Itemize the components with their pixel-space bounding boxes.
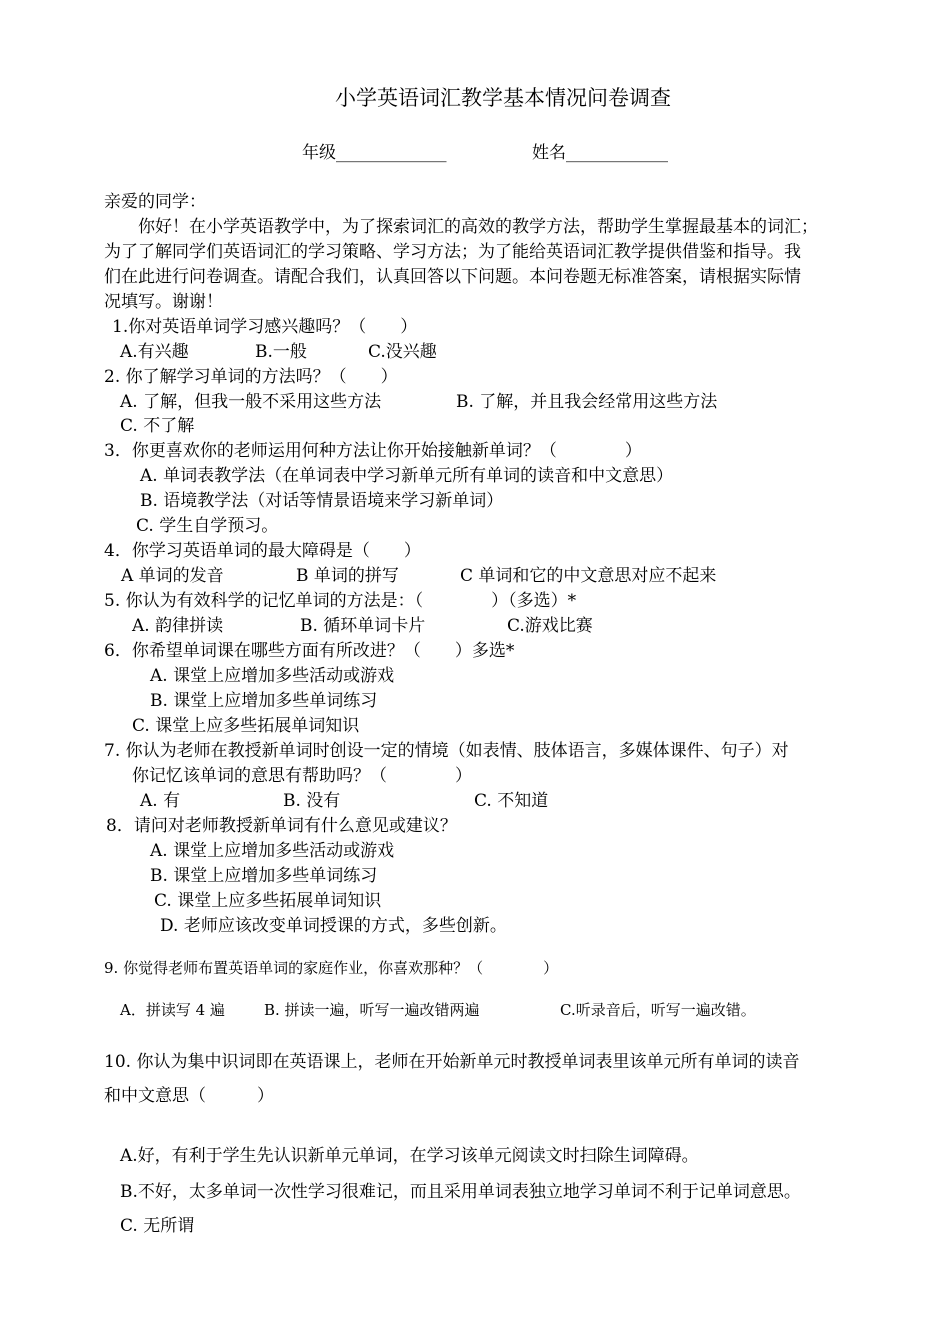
intro-line: 你好！在小学英语教学中，为了探索词汇的高效的教学方法，帮助学生掌握最基本的词汇； xyxy=(138,217,818,237)
page-title: 小学英语词汇教学基本情况问卷调查 xyxy=(335,86,671,110)
q5-option-b: B. 循环单词卡片 xyxy=(300,616,426,636)
q4-option-a: A 单词的发音 xyxy=(121,566,224,586)
q7-option-a: A. 有 xyxy=(140,791,181,811)
q2-option-c: C. 不了解 xyxy=(120,416,195,436)
name-label: 姓名 xyxy=(532,143,566,163)
q9-option-a: A．拼读写 4 遍 xyxy=(120,1001,225,1019)
q6-option-c: C. 课堂上应多些拓展单词知识 xyxy=(132,716,360,736)
q4-option-b: B 单词的拼写 xyxy=(296,566,399,586)
q5-option-a: A. 韵律拼读 xyxy=(132,616,224,636)
question-8: 8．请问对老师教授新单词有什么意见或建议？ xyxy=(106,816,457,836)
question-10: 10. 你认为集中识词即在英语课上，老师在开始新单元时教授单词表里该单元所有单词的读音 xyxy=(104,1052,800,1072)
q9-option-c: C.听录音后，听写一遍改错。 xyxy=(560,1001,756,1019)
q6-option-a: A. 课堂上应增加多些活动或游戏 xyxy=(150,666,395,686)
q9-option-b: B. 拼读一遍，听写一遍改错两遍 xyxy=(264,1001,480,1019)
question-3: 3．你更喜欢你的老师运用何种方法让你开始接触新单词？（ ） xyxy=(104,441,642,461)
q3-option-a: A. 单词表教学法（在单词表中学习新单元所有单词的读音和中文意思） xyxy=(140,466,674,486)
question-7-cont: 你记忆该单词的意思有帮助吗？（ ） xyxy=(132,766,472,786)
q10-option-a: A.好，有利于学生先认识新单元单词，在学习该单元阅读文时扫除生词障碍。 xyxy=(120,1146,699,1166)
question-4: 4．你学习英语单词的最大障碍是（ ） xyxy=(104,541,421,561)
q8-option-a: A. 课堂上应增加多些活动或游戏 xyxy=(150,841,395,861)
q3-option-b: B. 语境教学法（对话等情景语境来学习新单词） xyxy=(140,491,504,511)
intro-line: 况填写。谢谢！ xyxy=(104,292,223,312)
q7-option-b: B. 没有 xyxy=(283,791,341,811)
q2-option-b: B. 了解，并且我会经常用这些方法 xyxy=(456,392,718,412)
q5-option-c: C.游戏比赛 xyxy=(507,616,593,636)
question-6: 6．你希望单词课在哪些方面有所改进？（ ）多选* xyxy=(104,641,515,661)
q8-option-c: C. 课堂上应多些拓展单词知识 xyxy=(154,891,382,911)
intro-line: 们在此进行问卷调查。请配合我们，认真回答以下问题。本问卷题无标准答案，请根据实际情 xyxy=(104,267,801,287)
q7-option-c: C. 不知道 xyxy=(474,791,549,811)
q1-option-b: B.一般 xyxy=(255,342,307,362)
intro-line: 为了了解同学们英语词汇的学习策略、学习方法；为了能给英语词汇教学提供借鉴和指导。我 xyxy=(104,242,801,262)
q4-option-c: C 单词和它的中文意思对应不起来 xyxy=(460,566,717,586)
question-10-cont: 和中文意思（ ） xyxy=(104,1086,274,1106)
q1-option-c: C.没兴趣 xyxy=(368,342,437,362)
q8-option-d: D. 老师应该改变单词授课的方式，多些创新。 xyxy=(160,916,507,936)
q2-option-a: A. 了解，但我一般不采用这些方法 xyxy=(120,392,382,412)
grade-blank: _____________ xyxy=(336,143,447,163)
question-7: 7. 你认为老师在教授新单词时创设一定的情境（如表情、肢体语言，多媒体课件、句子）对 xyxy=(104,741,789,761)
question-2: 2. 你了解学习单词的方法吗？（ ） xyxy=(104,367,398,387)
name-blank: ____________ xyxy=(566,143,668,163)
q1-option-a: A.有兴趣 xyxy=(120,342,189,362)
salutation: 亲爱的同学： xyxy=(104,192,206,212)
question-9: 9. 你觉得老师布置英语单词的家庭作业，你喜欢那种？（ ） xyxy=(104,959,559,977)
q10-option-b: B.不好，太多单词一次性学习很难记，而且采用单词表独立地学习单词不利于记单词意思。 xyxy=(120,1182,801,1202)
name-field xyxy=(532,141,668,165)
q3-option-c: C. 学生自学预习。 xyxy=(136,516,279,536)
q10-option-c: C. 无所谓 xyxy=(120,1216,195,1236)
grade-field xyxy=(302,141,447,165)
grade-label: 年级 xyxy=(302,143,336,163)
q8-option-b: B. 课堂上应增加多些单词练习 xyxy=(150,866,378,886)
q6-option-b: B. 课堂上应增加多些单词练习 xyxy=(150,691,378,711)
question-5: 5. 你认为有效科学的记忆单词的方法是：（ ）（多选）* xyxy=(104,591,577,611)
question-1: 1.你对英语单词学习感兴趣吗？（ ） xyxy=(112,317,418,337)
